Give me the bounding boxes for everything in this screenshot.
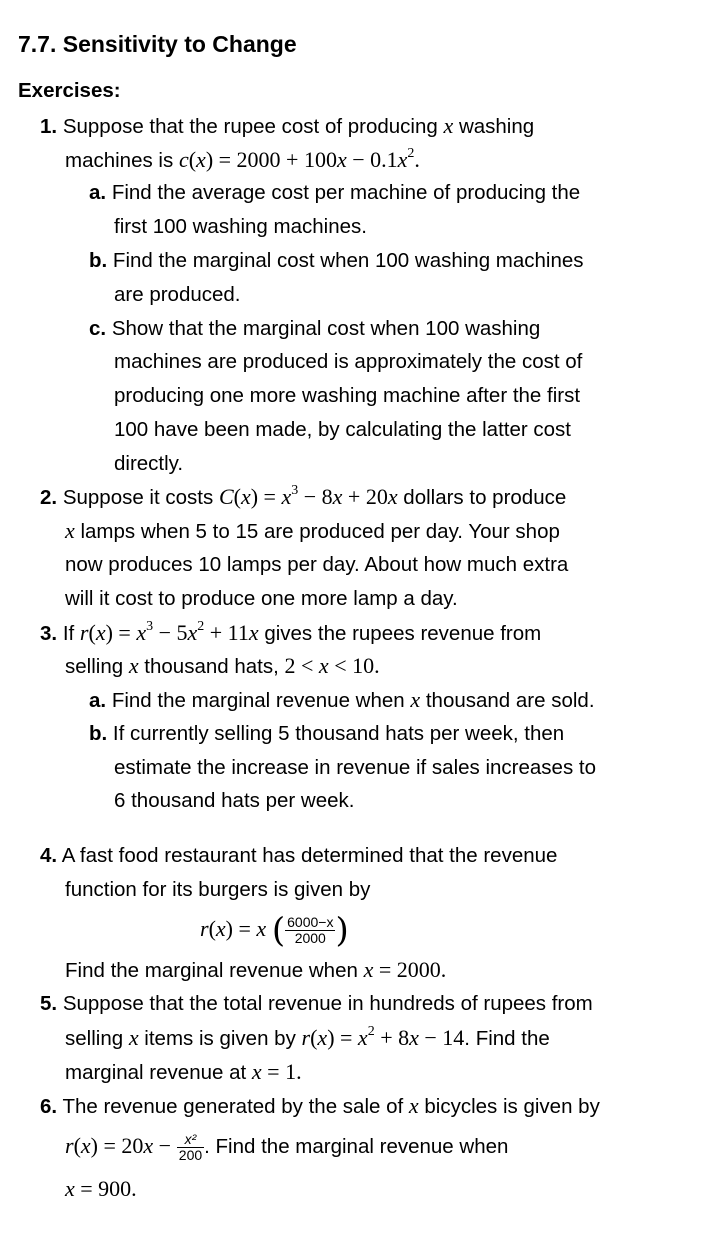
exercise-6-line3 <box>65 1176 137 1203</box>
text: first 100 washing machines. <box>114 215 367 238</box>
revenue-formula: $r(x) = x^3 - 5x^2 + 11x$ <box>79 618 259 645</box>
math-var: x <box>128 1025 139 1050</box>
fraction-numerator: 6000−x <box>287 914 334 931</box>
text: selling <box>65 1027 124 1050</box>
exercise-3-line2 <box>65 653 380 680</box>
fraction <box>177 1132 204 1163</box>
math-var: x <box>408 1093 419 1118</box>
text: marginal revenue at <box>65 1061 247 1084</box>
text: machines is <box>65 149 174 172</box>
section-title: 7.7. Sensitivity to Change <box>18 31 297 57</box>
exercise-2 <box>40 484 566 511</box>
exercise-3 <box>40 620 541 647</box>
left-paren: ( <box>271 910 286 951</box>
text: bicycles is given by <box>424 1095 600 1118</box>
part-letter: c. <box>89 317 107 340</box>
text: now produces 10 lamps per day. About how much extra <box>65 553 569 576</box>
right-paren: ) <box>335 910 349 951</box>
text: lamps when 5 to 15 are produced per day. Your shop <box>80 520 560 543</box>
exercise-5-line2 <box>65 1025 550 1052</box>
text: Suppose that the total revenue in hundreds of rupees from <box>62 992 593 1015</box>
part-letter: a. <box>89 689 107 712</box>
text: Find the average cost per machine of producing the <box>111 181 581 204</box>
part-letter: b. <box>89 722 108 745</box>
fraction-denominator: 2000 <box>294 930 326 947</box>
exercise-1b <box>89 248 584 274</box>
exercise-1-line2 <box>65 147 420 174</box>
text: machines are produced is approximately the cost of <box>114 350 583 373</box>
math-expression: x = 2000. <box>363 957 447 982</box>
exercise-number: 5. <box>40 992 58 1015</box>
exercise-6-line2 <box>65 1126 508 1166</box>
text: Find the marginal revenue when <box>65 959 358 982</box>
exercise-4-line4 <box>65 957 446 984</box>
text: Show that the marginal cost when 100 washing <box>111 317 541 340</box>
text: If currently selling 5 thousand hats per week, then <box>112 722 565 745</box>
cost-formula: $C(x) = x^3 - 8x + 20x$ <box>218 482 398 509</box>
exercise-3b <box>89 721 564 747</box>
math-var: x <box>443 113 454 138</box>
text: items is given by <box>144 1027 296 1050</box>
text: Suppose it costs <box>62 486 214 509</box>
math-var: x <box>128 653 139 678</box>
text: selling <box>65 655 124 678</box>
math-expression: r(x) = x <box>200 916 267 941</box>
math-var: x <box>410 687 421 712</box>
text: If <box>62 622 75 645</box>
text: estimate the increase in revenue if sales increases to <box>114 756 597 779</box>
exercises-heading: Exercises: <box>18 79 121 102</box>
revenue-formula: r(x) = 20x − <box>65 1133 172 1158</box>
part-letter: a. <box>89 181 107 204</box>
text: washing <box>458 115 535 138</box>
cost-formula: $c(x) = 2000 + 100x - 0.1x^2$. <box>178 145 420 172</box>
text: dollars to produce <box>403 486 567 509</box>
text: 100 have been made, by calculating the latter cost <box>114 418 571 441</box>
text: . Find the <box>464 1027 550 1050</box>
exercise-6 <box>40 1093 600 1120</box>
exercise-number: 6. <box>40 1095 58 1118</box>
fraction-denominator: 200 <box>178 1147 203 1164</box>
text: are produced. <box>114 283 241 306</box>
text: Find the marginal revenue when <box>111 689 405 712</box>
text: thousand are sold. <box>425 689 595 712</box>
text: thousand hats, <box>144 655 279 678</box>
exercise-number: 4. <box>40 844 58 867</box>
fraction <box>285 915 335 946</box>
text: gives the rupees revenue from <box>264 622 542 645</box>
text: 6 thousand hats per week. <box>114 789 355 812</box>
text: directly. <box>114 452 184 475</box>
exercise-3a <box>89 687 595 714</box>
exercise-5 <box>40 991 593 1017</box>
text: A fast food restaurant has determined that the revenue <box>61 844 558 867</box>
text: The revenue generated by the sale of <box>62 1095 404 1118</box>
exercise-1a <box>89 180 580 206</box>
part-letter: b. <box>89 249 108 272</box>
revenue-formula <box>200 907 349 951</box>
math-expression: x = 900. <box>65 1176 137 1201</box>
math-var: x <box>65 518 75 543</box>
exercise-1 <box>40 113 534 140</box>
math-expression: x = 1. <box>251 1059 302 1084</box>
range-expression: 2 < x < 10. <box>284 653 380 678</box>
exercise-1c <box>89 316 540 342</box>
text: will it cost to produce one more lamp a day. <box>65 587 458 610</box>
exercise-number: 1. <box>40 115 58 138</box>
exercise-2-line2 <box>65 518 560 545</box>
text: Find the marginal cost when 100 washing machines <box>112 249 584 272</box>
exercise-4 <box>40 843 557 869</box>
text: function for its burgers is given by <box>65 878 371 901</box>
revenue-formula: $r(x) = x^2 + 8x - 14$ <box>301 1023 465 1050</box>
text: . Find the marginal revenue when <box>204 1135 509 1158</box>
exercise-5-line3 <box>65 1059 302 1086</box>
exercise-number: 3. <box>40 622 58 645</box>
text: producing one more washing machine after the first <box>114 384 581 407</box>
fraction-numerator: x² <box>177 1132 204 1148</box>
exercise-number: 2. <box>40 486 58 509</box>
text: Suppose that the rupee cost of producing <box>62 115 438 138</box>
